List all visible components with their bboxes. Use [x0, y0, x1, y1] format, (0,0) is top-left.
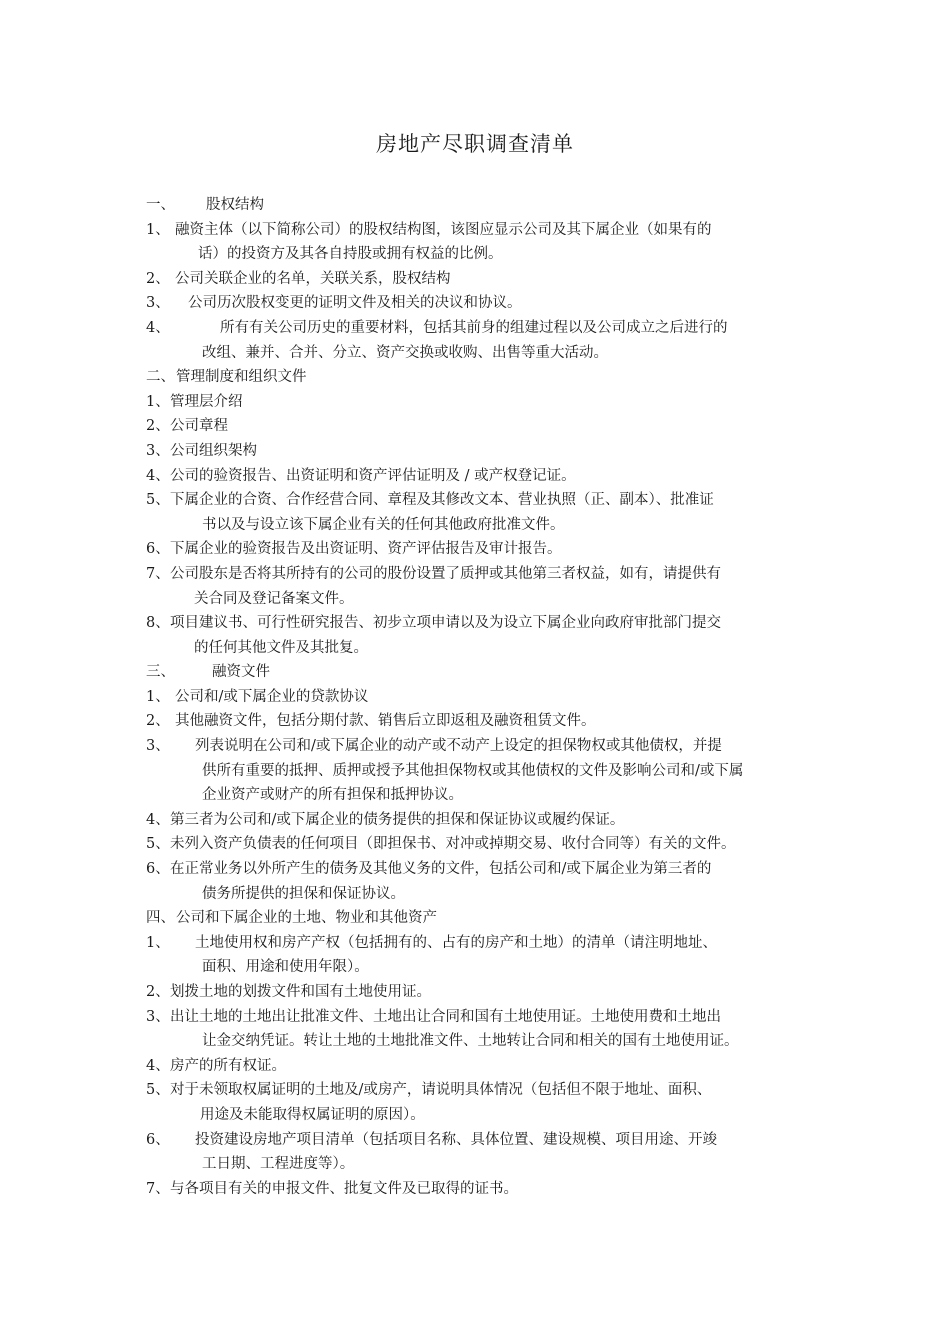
list-item [146, 906, 826, 931]
list-item [146, 660, 826, 685]
item-number: 1、 [146, 934, 170, 951]
item-number: 4、 [146, 467, 170, 484]
list-item [146, 1177, 826, 1202]
list-item-continuation [146, 587, 826, 612]
item-number: 7、 [146, 565, 170, 582]
list-item [146, 390, 826, 415]
list-item-continuation [146, 341, 826, 366]
item-text: 让金交纳凭证。转让土地的土地批准文件、土地转让合同和相关的国有土地使用证。 [202, 1033, 739, 1050]
item-number: 四、 [146, 910, 175, 927]
list-item [146, 734, 826, 759]
list-item-continuation [146, 242, 826, 267]
list-item [146, 832, 826, 857]
item-text: 管理制度和组织文件 [176, 369, 307, 386]
item-text: 面积、用途和使用年限）。 [202, 959, 369, 976]
list-item-continuation [146, 1029, 826, 1054]
item-number: 2、 [146, 418, 170, 435]
list-item [146, 562, 826, 587]
item-text: 投资建设房地产项目清单（包括项目名称、具体位置、建设规模、项目用途、开竣 [195, 1131, 717, 1148]
list-item-continuation [146, 513, 826, 538]
item-text: 公司组织架构 [170, 442, 257, 459]
list-item [146, 808, 826, 833]
item-number: 1、 [146, 393, 170, 410]
list-item [146, 193, 826, 218]
item-text: 债务所提供的担保和保证协议。 [202, 885, 405, 902]
item-number: 4、 [146, 1057, 170, 1074]
list-item [146, 931, 826, 956]
item-number: 5、 [146, 492, 170, 509]
list-item [146, 611, 826, 636]
list-item [146, 488, 826, 513]
list-item [146, 1054, 826, 1079]
list-item [146, 709, 826, 734]
list-item-continuation [146, 882, 826, 907]
item-text: 关合同及登记备案文件。 [194, 590, 354, 607]
item-number: 3、 [146, 1008, 170, 1025]
item-number: 6、 [146, 541, 170, 558]
item-text: 出让土地的土地出让批准文件、土地出让合同和国有土地使用证。土地使用费和土地出 [170, 1008, 721, 1025]
item-number: 6、 [146, 861, 170, 878]
list-item-continuation [146, 1152, 826, 1177]
item-number: 7、 [146, 1180, 170, 1197]
item-text: 所有有关公司历史的重要材料，包括其前身的组建过程以及公司成立之后进行的 [220, 319, 728, 336]
item-text: 企业资产或财产的所有担保和抵押协议。 [202, 787, 463, 804]
item-text: 公司历次股权变更的证明文件及相关的决议和协议。 [188, 295, 522, 312]
list-item [146, 316, 826, 341]
list-item [146, 1005, 826, 1030]
item-text: 第三者为公司和/或下属企业的债务提供的担保和保证协议或履约保证。 [170, 811, 625, 828]
list-item-continuation [146, 1103, 826, 1128]
item-text: 其他融资文件，包括分期付款、销售后立即返租及融资租赁文件。 [175, 713, 596, 730]
item-number: 1、 [146, 221, 170, 238]
item-text: 公司章程 [170, 418, 228, 435]
list-item [146, 267, 826, 292]
item-text: 改组、兼并、合并、分立、资产交换或收购、出售等重大活动。 [202, 344, 608, 361]
item-number: 6、 [146, 1131, 170, 1148]
item-text: 列表说明在公司和/或下属企业的动产或不动产上设定的担保物权或其他债权，并提 [195, 738, 722, 755]
item-text: 供所有重要的抵押、质押或授予其他担保物权或其他债权的文件及影响公司和/或下属 [202, 762, 744, 779]
item-text: 下属企业的合资、合作经营合同、章程及其修改文本、营业执照（正、副本）、批准证 [170, 492, 714, 509]
item-text: 划拨土地的划拨文件和国有土地使用证。 [170, 984, 431, 1000]
item-number: 三、 [146, 664, 175, 681]
item-text: 公司和下属企业的土地、物业和其他资产 [176, 910, 437, 927]
item-text: 股权结构 [206, 197, 264, 213]
list-item [146, 537, 826, 562]
list-item [146, 218, 826, 243]
item-text: 管理层介绍 [170, 393, 243, 410]
list-item [146, 464, 826, 489]
document-title: 房地产尽职调查清单 [376, 132, 574, 156]
list-item [146, 980, 826, 1005]
item-text: 土地使用权和房产产权（包括拥有的、占有的房产和土地）的清单（请注明地址、 [195, 934, 717, 951]
item-number: 8、 [146, 615, 170, 632]
item-text: 在正常业务以外所产生的债务及其他义务的文件，包括公司和/或下属企业为第三者的 [170, 861, 712, 878]
item-number: 二、 [146, 369, 175, 386]
item-text: 用途及未能取得权属证明的原因）。 [200, 1106, 425, 1123]
list-item-continuation [146, 636, 826, 661]
item-number: 5、 [146, 836, 170, 853]
item-text: 话）的投资方及其各自持股或拥有权益的比例。 [198, 246, 503, 263]
item-text: 下属企业的验资报告及出资证明、资产评估报告及审计报告。 [170, 541, 562, 558]
item-number: 3、 [146, 738, 170, 755]
item-text: 房产的所有权证。 [170, 1057, 286, 1074]
item-number: 2、 [146, 270, 170, 287]
list-item [146, 1128, 826, 1153]
item-number: 3、 [146, 442, 170, 459]
item-number: 5、 [146, 1082, 170, 1099]
list-item-continuation [146, 759, 826, 784]
list-item-continuation [146, 955, 826, 980]
item-text: 公司和/或下属企业的贷款协议 [175, 688, 369, 705]
item-text: 与各项目有关的申报文件、批复文件及已取得的证书。 [170, 1180, 518, 1197]
list-item [146, 1078, 826, 1103]
item-text: 公司股东是否将其所持有的公司的股份设置了质押或其他第三者权益，如有，请提供有 [170, 565, 721, 582]
item-text: 融资文件 [212, 664, 270, 681]
list-item [146, 291, 826, 316]
item-number: 一、 [146, 197, 175, 213]
item-text: 公司关联企业的名单，关联关系，股权结构 [175, 270, 451, 287]
item-number: 3、 [146, 295, 170, 312]
item-text: 的任何其他文件及其批复。 [194, 639, 368, 656]
item-text: 项目建议书、可行性研究报告、初步立项申请以及为设立下属企业向政府审批部门提交 [170, 615, 721, 632]
item-number: 2、 [146, 984, 170, 1000]
item-number: 1、 [146, 688, 170, 705]
item-text: 融资主体（以下简称公司）的股权结构图，该图应显示公司及其下属企业（如果有的 [175, 221, 712, 238]
list-item [146, 685, 826, 710]
item-text: 未列入资产负债表的任何项目（即担保书、对冲或掉期交易、收付合同等）有关的文件。 [170, 836, 736, 853]
item-text: 公司的验资报告、出资证明和资产评估证明及 / 或产权登记证。 [170, 467, 576, 484]
item-number: 4、 [146, 319, 170, 336]
list-item [146, 365, 826, 390]
item-text: 工日期、工程进度等）。 [202, 1156, 355, 1173]
item-text: 对于未领取权属证明的土地及/或房产，请说明具体情况（包括但不限于地址、面积、 [170, 1082, 712, 1099]
item-number: 2、 [146, 713, 170, 730]
list-item [146, 414, 826, 439]
item-number: 4、 [146, 811, 170, 828]
list-item-continuation [146, 783, 826, 808]
list-item [146, 439, 826, 464]
list-item [146, 857, 826, 882]
item-text: 书以及与设立该下属企业有关的任何其他政府批准文件。 [202, 516, 565, 533]
document-body [146, 193, 826, 1201]
